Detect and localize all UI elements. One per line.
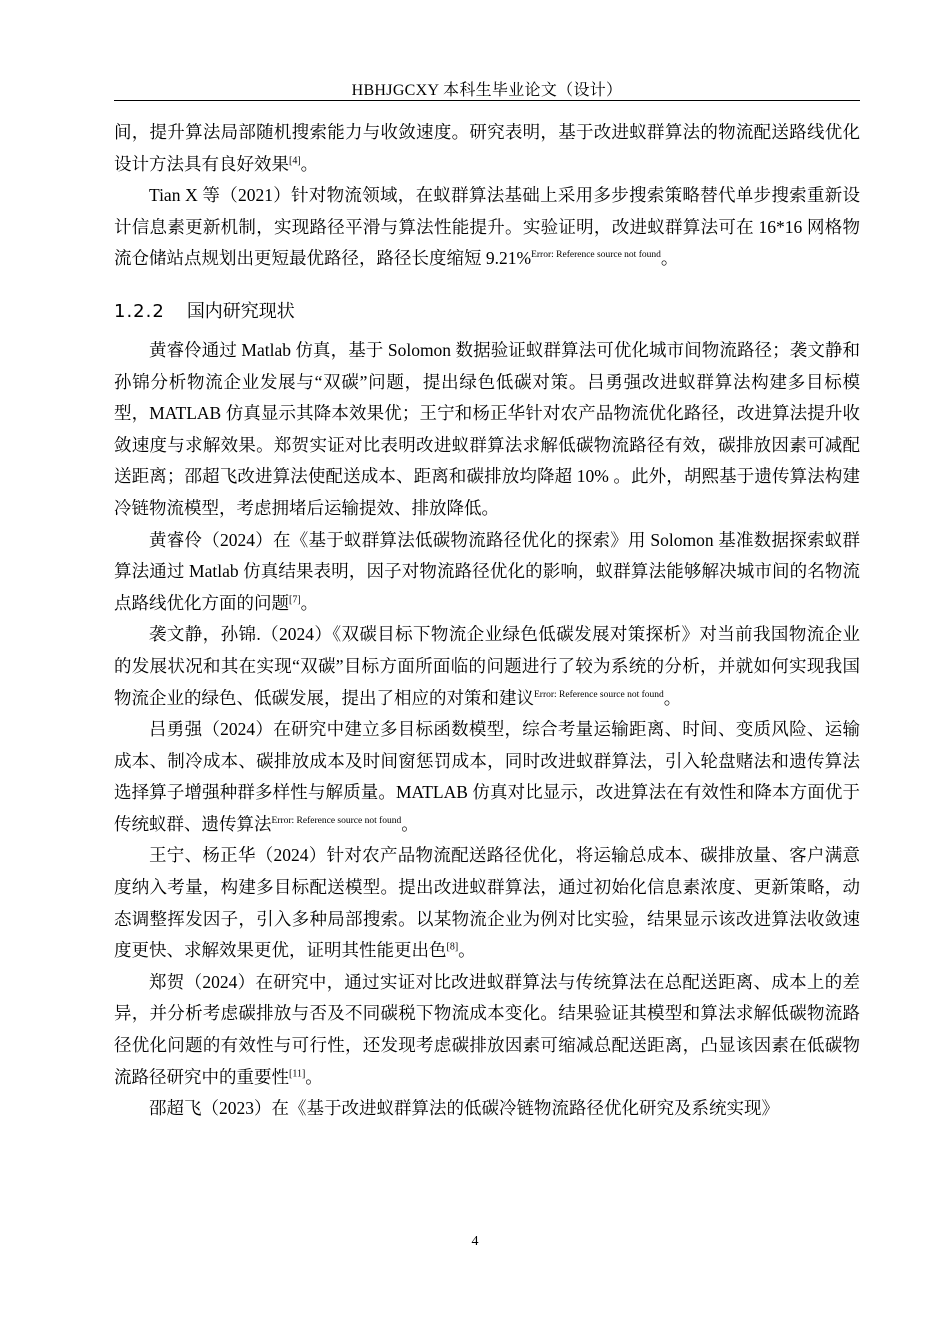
paragraph: 袭文静，孙锦.（2024）《双碳目标下物流企业绿色低碳发展对策探析》对当前我国物流企业的发展状况和其在实现“双碳”目标方面所面临的问题进行了较为系统的分析，并就如何实现我国物流企业的绿色、低碳发展，提出了相应的对策和建议$^{Error: Reference source not found}$。 [114, 624, 860, 708]
citation: [4] [289, 155, 301, 167]
citation-error: Error: Reference source not found [271, 815, 402, 826]
page-number: 4 [471, 1234, 479, 1249]
header-divider [114, 100, 860, 101]
paragraph: 郑贺（2024）在研究中，通过实证对比改进蚁群算法与传统算法在总配送距离、成本上的差异，并分析考虑碳排放与否及不同碳税下物流成本变化。结果验证其模型和算法求解低碳物流路径优化问题的有效性与可行性，还发现考虑碳排放因素可缩减总配送距离，凸显该因素在低碳物流路径研究中的重要性[11]。 [114, 971, 860, 1087]
section-title: 国内研究现状 [186, 300, 295, 322]
citation-error: Error: Reference source not found [531, 250, 661, 261]
document-body [114, 117, 860, 1125]
paragraph: 黄睿伶（2024）在《基于蚁群算法低碳物流路径优化的探索》用 Solomon 基准数据探索蚁群算法通过 Matlab 仿真结果表明，因子对物流路径优化的影响，蚁群算法能够解决城市间的名物流点路线优化方面的问题[7]。 [114, 529, 860, 613]
citation: [7] [289, 594, 301, 606]
paragraph: 邵超飞（2023）在《基于改进蚁群算法的低碳冷链物流路径优化研究及系统实现》 [149, 1098, 779, 1119]
section-number: 1.2.2 [114, 300, 165, 322]
paragraph: 吕勇强（2024）在研究中建立多目标函数模型，综合考量运输距离、时间、变质风险、运输成本、制冷成本、碳排放成本及时间窗惩罚成本，同时改进蚁群算法，引入轮盘赌法和遗传算法选择算子增强种群多样性与解质量。MATLAB 仿真对比显示，改进算法在有效性和降本方面优于传统蚁群、遗传算法$^{Error: Reference source not found}$。 [114, 719, 860, 834]
paragraph: 间，提升算法局部随机搜索能力与收敛速度。研究表明，基于改进蚁群算法的物流配送路线优化设计方法具有良好效果[4]。 [114, 122, 860, 174]
citation-error: Error: Reference source not found [534, 689, 664, 700]
section-heading [114, 297, 860, 327]
citation: [11] [289, 1068, 306, 1080]
paragraph: 黄睿伶通过 Matlab 仿真，基于 Solomon 数据验证蚁群算法可优化城市间物流路径；袭文静和孙锦分析物流企业发展与“双碳”问题，提出绿色低碳对策。吕勇强改进蚁群算法构建多目标模型，MATLAB 仿真显示其降本效果优；王宁和杨正华针对农产品物流优化路径，改进算法提升收敛速度与求解效果。郑贺实证对比表明改进蚁群算法求解低碳物流路径有效，碳排放因素可减配送距离；邵超飞改进算法使配送成本、距离和碳排放均降超 10% 。此外，胡熙基于遗传算法构建冷链物流模型，考虑拥堵后运输提效、排放降低。 [114, 339, 860, 518]
paragraph: 王宁、杨正华（2024）针对农产品物流配送路径优化，将运输总成本、碳排放量、客户满意度纳入考量，构建多目标配送模型。提出改进蚁群算法，通过初始化信息素浓度、更新策略，动态调整挥发因子，引入多种局部搜索。以某物流企业为例对比实验，结果显示该改进算法收敛速度更快、求解效果更优，证明其性能更出色[8]。 [114, 845, 860, 961]
citation: [8] [446, 941, 459, 953]
page-header: HBHJGCXY 本科生毕业论文（设计） [351, 82, 623, 99]
paragraph: Tian X 等（2021）针对物流领域，在蚁群算法基础上采用多步搜索策略替代单步搜索重新设计信息素更新机制，实现路径平滑与算法性能提升。实验证明，改进蚁群算法可在 16*16 网格物流仓储站点规划出更短最优路径，路径长度缩短 9.21%$^{Error: Reference source not found}$。 [114, 185, 860, 269]
